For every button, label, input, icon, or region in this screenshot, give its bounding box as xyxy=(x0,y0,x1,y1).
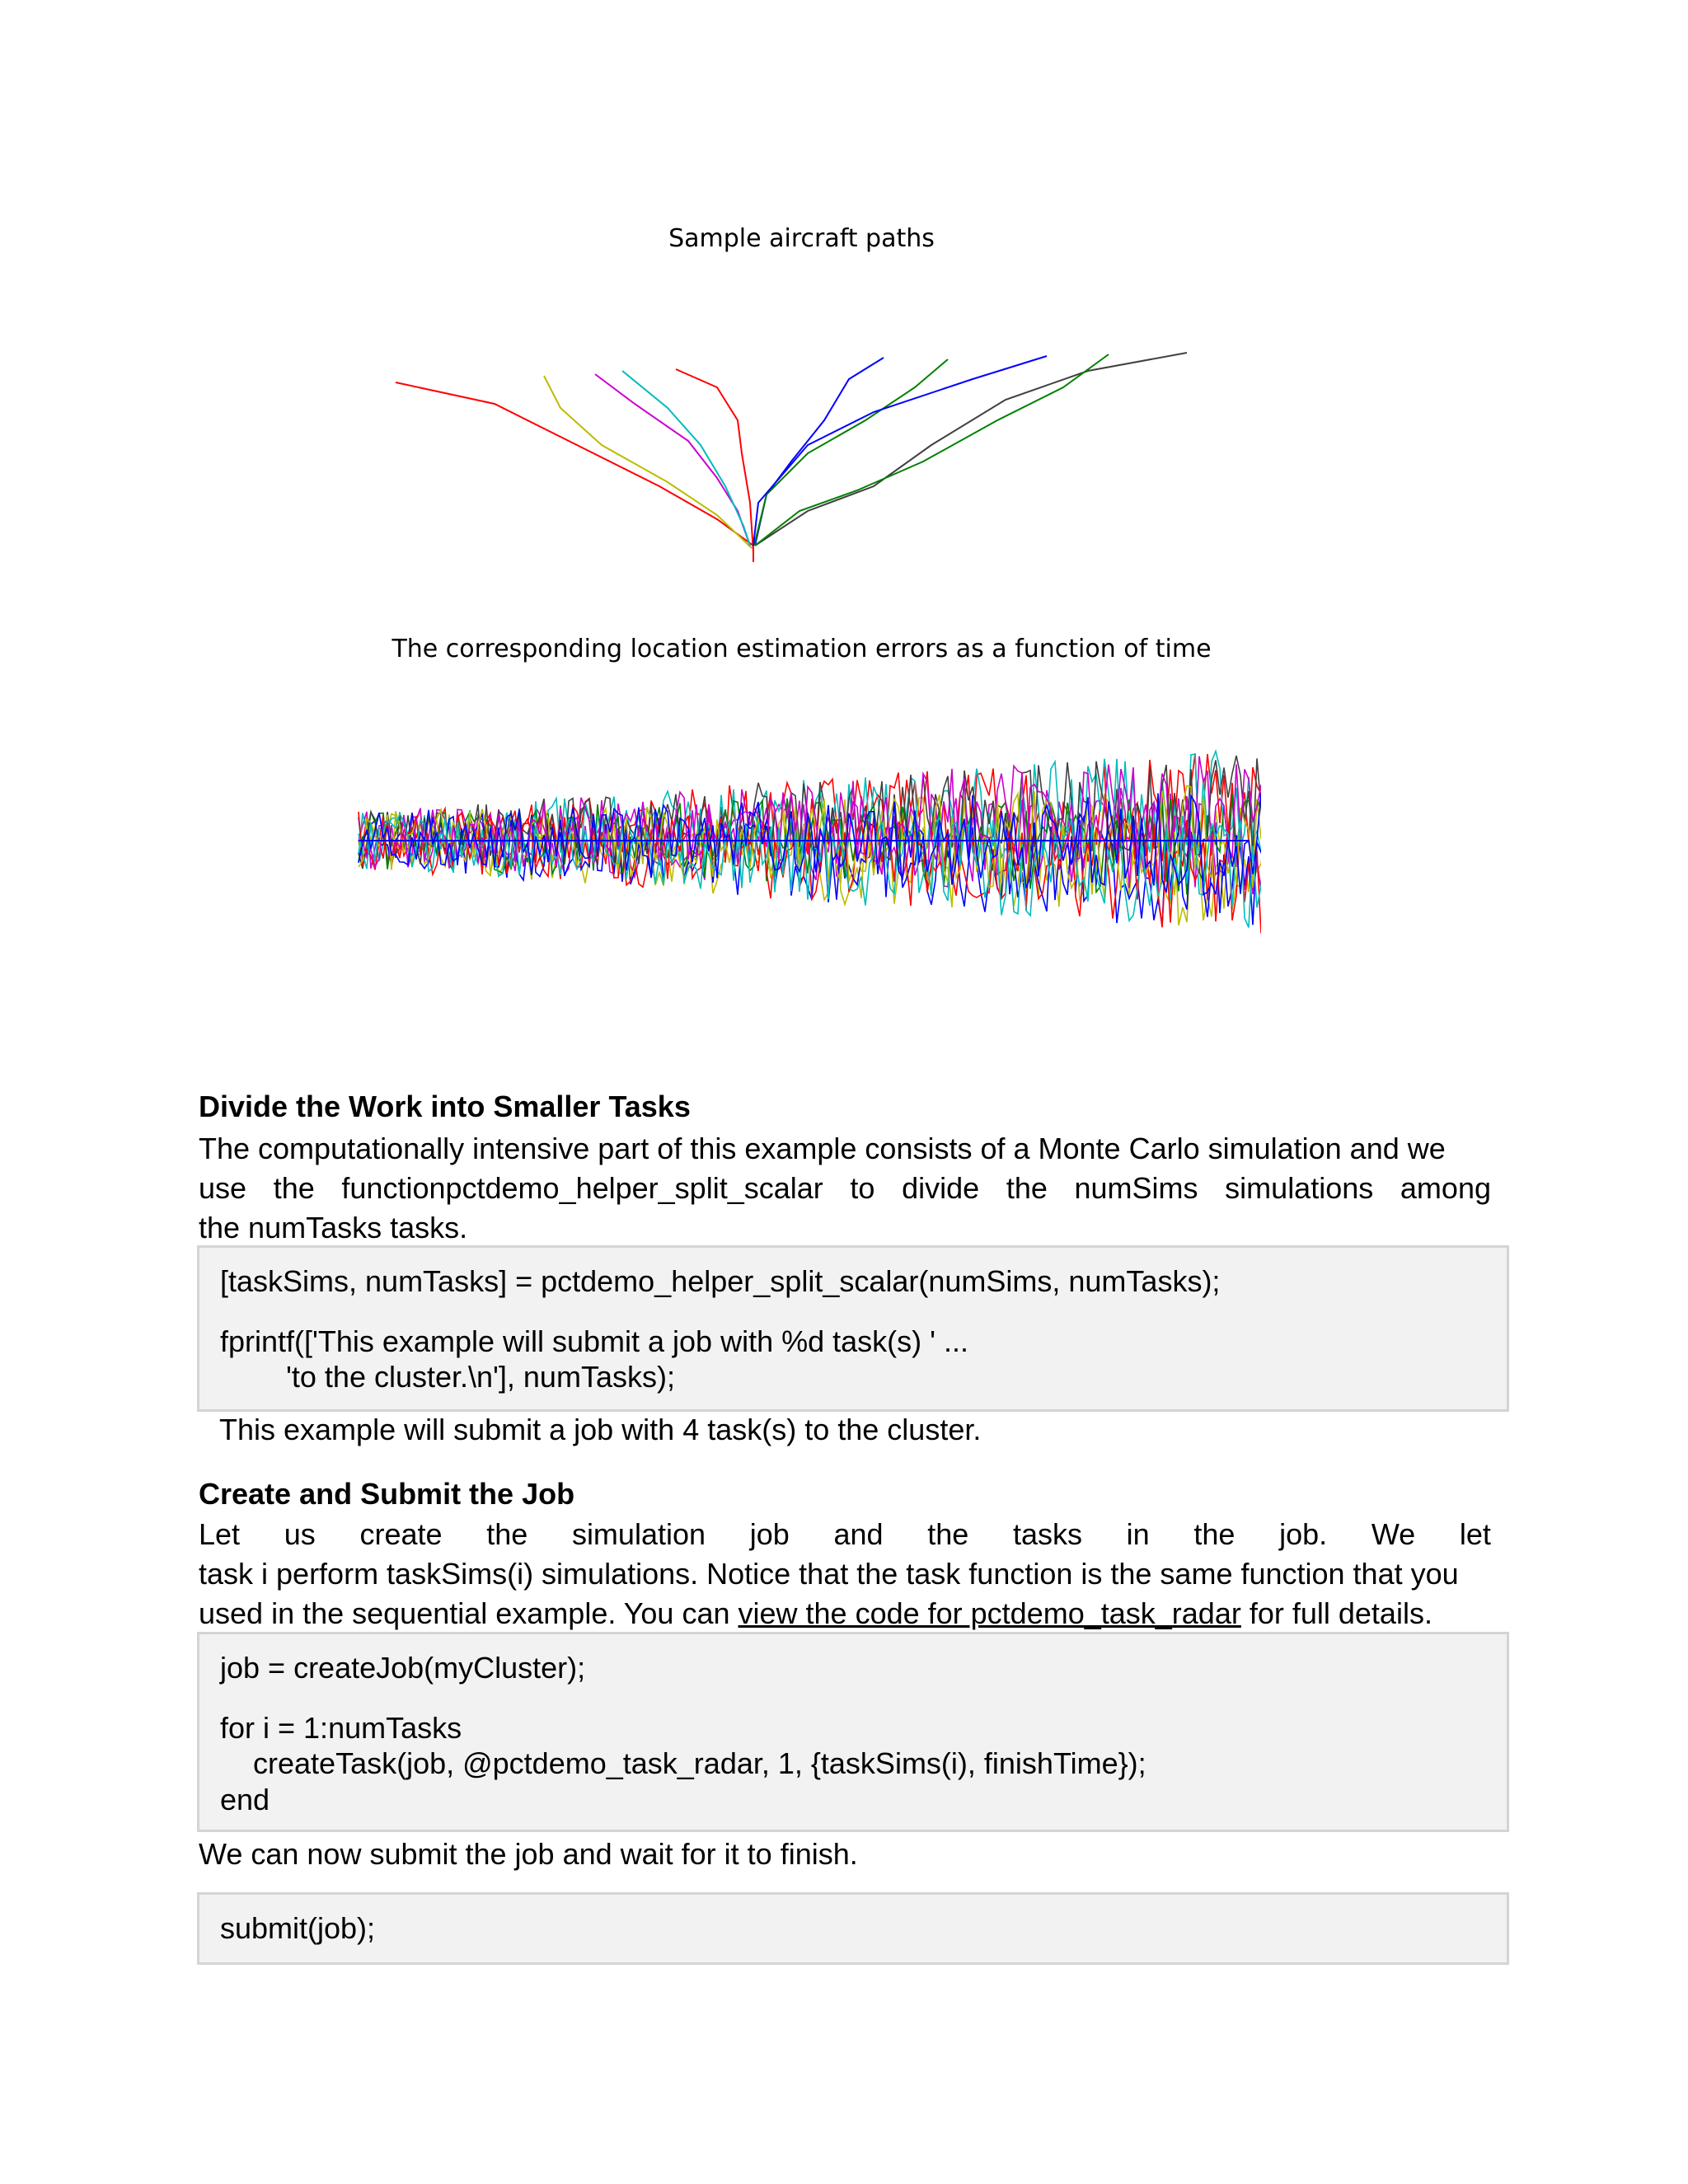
command-output: This example will submit a job with 4 task(s) to the cluster. xyxy=(219,1413,982,1446)
code-line: fprintf(['This example will submit a job with %d task(s) ' ... xyxy=(220,1324,969,1358)
paragraph-line xyxy=(199,1515,1491,1554)
aircraft-path xyxy=(755,353,1187,546)
text-span: used in the sequential example. You can xyxy=(199,1596,738,1630)
word: the xyxy=(486,1517,528,1551)
aircraft-paths-title: Sample aircraft paths xyxy=(668,224,935,253)
word: functionpctdemo_helper_split_scalar to xyxy=(341,1171,875,1205)
estimation-errors-plot xyxy=(346,676,1261,981)
aircraft-paths-plot xyxy=(363,330,1195,577)
word: in xyxy=(1126,1517,1150,1551)
paragraph xyxy=(199,1129,1491,1248)
code-line: 'to the cluster.\n'], numTasks); xyxy=(220,1360,675,1394)
word: the numSims simulations xyxy=(1006,1171,1374,1205)
word: job xyxy=(749,1517,790,1551)
word: divide xyxy=(902,1171,980,1205)
paragraph-line xyxy=(199,1169,1491,1208)
section-heading: Divide the Work into Smaller Tasks xyxy=(199,1090,691,1123)
word: tasks xyxy=(1012,1517,1082,1551)
word: let xyxy=(1459,1517,1491,1551)
paragraph xyxy=(199,1515,1491,1633)
word: Let xyxy=(199,1517,241,1551)
code-line: end xyxy=(220,1783,270,1816)
word: use xyxy=(199,1171,247,1205)
word: the xyxy=(1193,1517,1236,1551)
aircraft-path xyxy=(754,359,948,546)
code-block xyxy=(197,1632,1509,1832)
word: the xyxy=(927,1517,969,1551)
aircraft-path xyxy=(676,369,753,552)
paragraph-line: task i perform taskSims(i) simulations. Notice that the task function is the same function that you xyxy=(199,1557,1459,1591)
word: create xyxy=(359,1517,443,1551)
view-code-link[interactable]: view the code for pctdemo_task_radar xyxy=(738,1596,1241,1630)
section-heading: Create and Submit the Job xyxy=(199,1477,575,1511)
aircraft-path xyxy=(755,358,884,546)
aircraft-path xyxy=(396,382,753,562)
paragraph-line: The computationally intensive part of this example consists of a Monte Carlo simulation and we xyxy=(199,1132,1446,1165)
paragraph: We can now submit the job and wait for it to finish. xyxy=(199,1837,858,1871)
word: and xyxy=(833,1517,884,1551)
word: simulation xyxy=(571,1517,706,1551)
paragraph-line: the numTasks tasks. xyxy=(199,1211,468,1244)
word: among xyxy=(1400,1171,1491,1205)
aircraft-path xyxy=(595,374,750,546)
code-block xyxy=(197,1892,1509,1965)
code-line: submit(job); xyxy=(220,1911,376,1945)
code-line: [taskSims, numTasks] = pctdemo_helper_split_scalar(numSims, numTasks); xyxy=(220,1264,1221,1298)
word: job. xyxy=(1279,1517,1328,1551)
word: the xyxy=(273,1171,315,1205)
code-line: for i = 1:numTasks xyxy=(220,1711,462,1745)
word: us xyxy=(284,1517,316,1551)
code-line: job = createJob(myCluster); xyxy=(220,1651,586,1685)
word: We xyxy=(1371,1517,1416,1551)
code-block xyxy=(197,1245,1509,1412)
text-span: for full details. xyxy=(1240,1596,1432,1630)
code-line: createTask(job, @pctdemo_task_radar, 1, {taskSims(i), finishTime}); xyxy=(220,1746,1146,1780)
estimation-errors-title: The corresponding location estimation errors as a function of time xyxy=(392,635,1212,663)
aircraft-path xyxy=(622,371,750,546)
paragraph-line xyxy=(199,1594,1491,1633)
